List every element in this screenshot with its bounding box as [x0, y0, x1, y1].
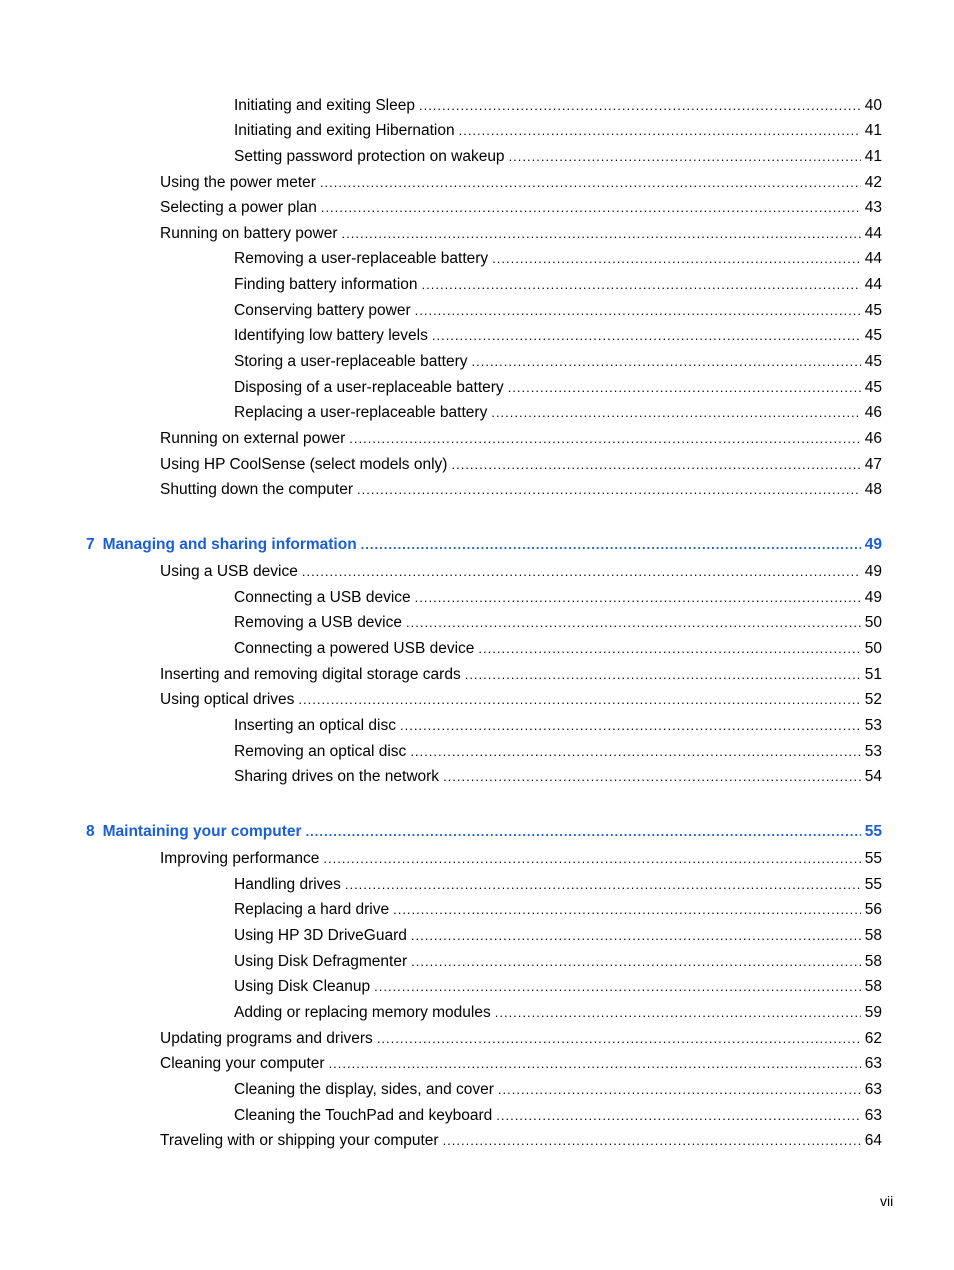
toc-entry-title: Cleaning the display, sides, and cover: [234, 1081, 494, 1098]
toc-entry-title: Using Disk Defragmenter: [234, 953, 408, 970]
toc-entry[interactable]: [160, 849, 882, 869]
dot-leader: [419, 96, 861, 116]
toc-page-number: 58: [864, 953, 882, 970]
dot-leader: [478, 639, 860, 659]
toc-page-number: 48: [864, 481, 882, 498]
dot-leader: [496, 1106, 861, 1126]
toc-page-number: 53: [864, 743, 882, 760]
dot-leader: [443, 1131, 861, 1151]
toc-page-number: 43: [864, 199, 882, 216]
toc-entry[interactable]: [234, 588, 882, 608]
dot-leader: [509, 147, 861, 167]
dot-leader: [302, 562, 861, 582]
toc-entry-title: Updating programs and drivers: [160, 1030, 373, 1047]
dot-leader: [320, 173, 861, 193]
dot-leader: [495, 1003, 861, 1023]
dot-leader: [508, 378, 861, 398]
dot-leader: [361, 535, 861, 555]
toc-entry[interactable]: [160, 429, 882, 449]
toc-page-number: 56: [864, 901, 882, 918]
toc-page-number: 47: [864, 456, 882, 473]
toc-page-number: 45: [864, 353, 882, 370]
toc-entry[interactable]: [234, 1080, 882, 1100]
toc-page-number: 54: [864, 768, 882, 785]
toc-entry-title: Using optical drives: [160, 691, 295, 708]
toc-entry[interactable]: [234, 96, 882, 116]
toc-entry-title: Connecting a USB device: [234, 589, 411, 606]
toc-entry-title: Initiating and exiting Sleep: [234, 97, 415, 114]
toc-entry-title: Running on battery power: [160, 225, 338, 242]
toc-entry[interactable]: [234, 326, 882, 346]
dot-leader: [465, 665, 861, 685]
toc-page-number: 49: [864, 536, 882, 553]
dot-leader: [393, 900, 861, 920]
toc-entry-title: Cleaning your computer: [160, 1055, 325, 1072]
dot-leader: [374, 977, 861, 997]
toc-entry-title: Selecting a power plan: [160, 199, 317, 216]
toc-entry-title: Traveling with or shipping your computer: [160, 1132, 439, 1149]
dot-leader: [432, 326, 861, 346]
toc-page-number: 63: [864, 1081, 882, 1098]
toc-entry[interactable]: [234, 249, 882, 269]
toc-page-number: 42: [864, 174, 882, 191]
toc-page-number: 40: [864, 97, 882, 114]
toc-page-number: 63: [864, 1107, 882, 1124]
toc-entry[interactable]: [234, 352, 882, 372]
toc-entry[interactable]: [160, 1029, 882, 1049]
dot-leader: [411, 926, 861, 946]
toc-chapter-entry[interactable]: [86, 535, 882, 555]
toc-page-number: 45: [864, 327, 882, 344]
toc-page-number: 49: [864, 589, 882, 606]
toc-entry-title: Inserting an optical disc: [234, 717, 396, 734]
toc-page-number: 51: [864, 666, 882, 683]
toc-entry[interactable]: [160, 455, 882, 475]
toc-page-number: 41: [864, 148, 882, 165]
toc-entry-title: Replacing a user-replaceable battery: [234, 404, 488, 421]
toc-page-number: 59: [864, 1004, 882, 1021]
dot-leader: [451, 455, 860, 475]
dot-leader: [342, 224, 861, 244]
dot-leader: [491, 403, 860, 423]
toc-page-number: 58: [864, 978, 882, 995]
dot-leader: [472, 352, 861, 372]
toc-page-number: 63: [864, 1055, 882, 1072]
toc-entry[interactable]: [160, 480, 882, 500]
chapter-number: 7: [86, 536, 95, 553]
dot-leader: [411, 952, 861, 972]
toc-entry-title: Setting password protection on wakeup: [234, 148, 505, 165]
toc-entry[interactable]: [234, 275, 882, 295]
dot-leader: [306, 822, 861, 842]
toc-entry-title: Inserting and removing digital storage cards: [160, 666, 461, 683]
toc-entry-title: 8 Maintaining your computer: [86, 823, 302, 840]
toc-entry[interactable]: [160, 562, 882, 582]
toc-page-number: 44: [864, 250, 882, 267]
toc-entry-title: Removing a USB device: [234, 614, 402, 631]
toc-entry-title: Handling drives: [234, 876, 341, 893]
toc-entry-title: Using a USB device: [160, 563, 298, 580]
toc-page-number: 62: [864, 1030, 882, 1047]
toc-page-number: 44: [864, 276, 882, 293]
toc-entry[interactable]: [234, 147, 882, 167]
toc-page-number: 46: [864, 404, 882, 421]
toc-entry[interactable]: [234, 1003, 882, 1023]
toc-page-number: 52: [864, 691, 882, 708]
dot-leader: [459, 121, 861, 141]
dot-leader: [492, 249, 861, 269]
toc-page-number: 46: [864, 430, 882, 447]
toc-entry[interactable]: [234, 1106, 882, 1126]
dot-leader: [298, 690, 860, 710]
toc-page-number: 45: [864, 302, 882, 319]
toc-entry-title: Storing a user-replaceable battery: [234, 353, 468, 370]
toc-entry[interactable]: [160, 198, 882, 218]
toc-entry[interactable]: [234, 121, 882, 141]
toc-page-number: 55: [864, 823, 882, 840]
dot-leader: [498, 1080, 861, 1100]
toc-entry[interactable]: [160, 224, 882, 244]
toc-entry-title: Adding or replacing memory modules: [234, 1004, 491, 1021]
toc-entry-title: Replacing a hard drive: [234, 901, 390, 918]
chapter-number: 8: [86, 823, 95, 840]
toc-entry[interactable]: [234, 767, 882, 787]
toc-entry[interactable]: [234, 742, 882, 762]
toc-entry[interactable]: [234, 403, 882, 423]
dot-leader: [377, 1029, 861, 1049]
toc-entry[interactable]: [160, 1054, 882, 1074]
toc-entry-title: Running on external power: [160, 430, 346, 447]
toc-entry-title: Cleaning the TouchPad and keyboard: [234, 1107, 493, 1124]
toc-entry[interactable]: [234, 301, 882, 321]
toc-page-number: 58: [864, 927, 882, 944]
dot-leader: [415, 588, 861, 608]
toc-entry[interactable]: [234, 926, 882, 946]
toc-entry-title: Sharing drives on the network: [234, 768, 440, 785]
toc-entry[interactable]: [160, 173, 882, 193]
toc-entry-title: Initiating and exiting Hibernation: [234, 122, 455, 139]
toc-entry-title: Connecting a powered USB device: [234, 640, 475, 657]
toc-entry-title: Shutting down the computer: [160, 481, 354, 498]
toc-entry[interactable]: [234, 378, 882, 398]
toc-entry[interactable]: [234, 900, 882, 920]
dot-leader: [345, 875, 861, 895]
toc-entry[interactable]: [160, 1131, 882, 1151]
page-number: vii: [880, 1193, 894, 1209]
dot-leader: [400, 716, 861, 736]
toc-entry-title: Using HP CoolSense (select models only): [160, 456, 448, 473]
toc-chapter-entry[interactable]: [86, 822, 882, 842]
toc-page-number: 55: [864, 876, 882, 893]
toc-entry[interactable]: [160, 665, 882, 685]
dot-leader: [415, 301, 861, 321]
toc-entry-title: Using Disk Cleanup: [234, 978, 371, 995]
toc-entry-title: Conserving battery power: [234, 302, 411, 319]
toc-page-number: 44: [864, 225, 882, 242]
toc-entry[interactable]: [234, 639, 882, 659]
toc-page-number: 55: [864, 850, 882, 867]
dot-leader: [357, 480, 861, 500]
dot-leader: [323, 849, 860, 869]
dot-leader: [349, 429, 860, 449]
dot-leader: [443, 767, 861, 787]
toc-entry-title: Using the power meter: [160, 174, 316, 191]
toc-entry-title: Improving performance: [160, 850, 320, 867]
toc-entry-title: Finding battery information: [234, 276, 418, 293]
toc-page-number: 49: [864, 563, 882, 580]
dot-leader: [410, 742, 860, 762]
toc-entry[interactable]: [234, 613, 882, 633]
toc-entry-title: Disposing of a user-replaceable battery: [234, 379, 504, 396]
dot-leader: [321, 198, 861, 218]
toc-page-number: 64: [864, 1132, 882, 1149]
toc-entry-title: Using HP 3D DriveGuard: [234, 927, 407, 944]
toc-page-number: 41: [864, 122, 882, 139]
toc-entry-title: 7 Managing and sharing information: [86, 536, 357, 553]
toc-entry[interactable]: [160, 690, 882, 710]
toc-entry-title: Identifying low battery levels: [234, 327, 428, 344]
toc-page-number: 50: [864, 640, 882, 657]
dot-leader: [329, 1054, 861, 1074]
toc-page-number: 50: [864, 614, 882, 631]
dot-leader: [422, 275, 861, 295]
toc-entry[interactable]: [234, 875, 882, 895]
toc-entry[interactable]: [234, 716, 882, 736]
toc-page-number: 53: [864, 717, 882, 734]
toc-entry-title: Removing a user-replaceable battery: [234, 250, 489, 267]
toc-entry[interactable]: [234, 977, 882, 997]
toc-entry[interactable]: [234, 952, 882, 972]
dot-leader: [406, 613, 861, 633]
toc-entry-title: Removing an optical disc: [234, 743, 407, 760]
toc-page-number: 45: [864, 379, 882, 396]
